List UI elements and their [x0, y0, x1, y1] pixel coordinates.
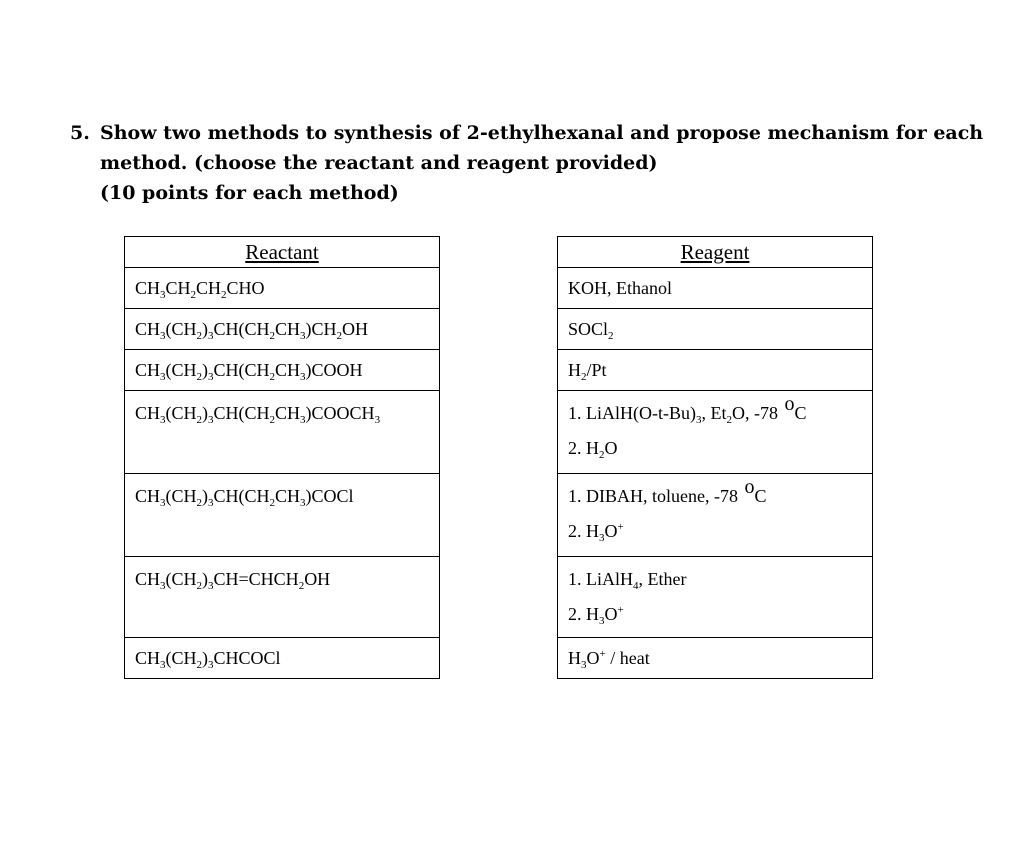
reagent-text: SOCl$_2$: [568, 319, 614, 342]
reagent-cell: [558, 391, 873, 474]
question-line-3: (10 points for each method): [100, 182, 399, 204]
reagent-step-1: 1. LiAlH$_4$, Ether: [568, 569, 687, 592]
question-line-1: Show two methods to synthesis of 2-ethylhexanal and propose mechanism for each: [100, 122, 984, 144]
reagent-cell: [558, 638, 873, 679]
reactant-formula: $CH_3(CH_2)_3CH(CH_2CH_3)COCl$: [135, 486, 354, 509]
reagent-cell: [558, 474, 873, 557]
reagent-header: Reagent: [558, 237, 873, 268]
reagent-cell: [558, 350, 873, 391]
reactant-cell: [125, 557, 440, 638]
reagent-step-2: 2. $H_3O^+$: [568, 521, 624, 544]
reagent-step-1: 1. DIBAH, toluene, -78 oC: [568, 476, 767, 506]
question-line-2: method. (choose the reactant and reagent provided): [100, 152, 658, 174]
reactant-formula: $CH_3(CH_2)_3CH(CH_2CH_3)COOCH_3$: [135, 403, 381, 426]
reactant-cell: [125, 350, 440, 391]
reactant-table: [124, 236, 440, 679]
reagent-table: [557, 236, 873, 679]
reactant-cell: [125, 268, 440, 309]
question-text: [100, 118, 984, 208]
reactant-cell: [125, 474, 440, 557]
reagent-text: $H_3O^+$ / heat: [568, 648, 650, 671]
reagent-cell: [558, 309, 873, 350]
reactant-formula: $CH_3CH_2CH_2CHO$: [135, 278, 265, 301]
reactant-header: Reactant: [125, 237, 440, 268]
question-number: 5.: [70, 122, 90, 144]
reactant-formula: $CH_3(CH_2)_3CH(CH_2CH_3)COOH$: [135, 360, 363, 383]
reagent-step-1: 1. $LiAlH(O-t-Bu)_3$, $Et_2O$, -78 oC: [568, 393, 807, 426]
reagent-text: $H_2/Pt$: [568, 360, 607, 383]
reactant-formula: $CH_3(CH_2)_3CH=CHCH_2OH$: [135, 569, 331, 592]
reactant-formula: $CH_3(CH_2)_3CH(CH_2CH_3)CH_2OH$: [135, 319, 369, 342]
reagent-cell: [558, 268, 873, 309]
reactant-cell: [125, 391, 440, 474]
question-block: [70, 118, 984, 208]
reagent-step-2: 2. $H_3O^+$: [568, 604, 624, 627]
reactant-formula: $CH_3(CH_2)_3CHCOCl$: [135, 648, 281, 671]
reagent-text: KOH, Ethanol: [568, 278, 672, 298]
reagent-step-2: 2. $H_2O$: [568, 438, 618, 461]
reactant-cell: [125, 309, 440, 350]
reactant-cell: [125, 638, 440, 679]
reagent-cell: [558, 557, 873, 638]
